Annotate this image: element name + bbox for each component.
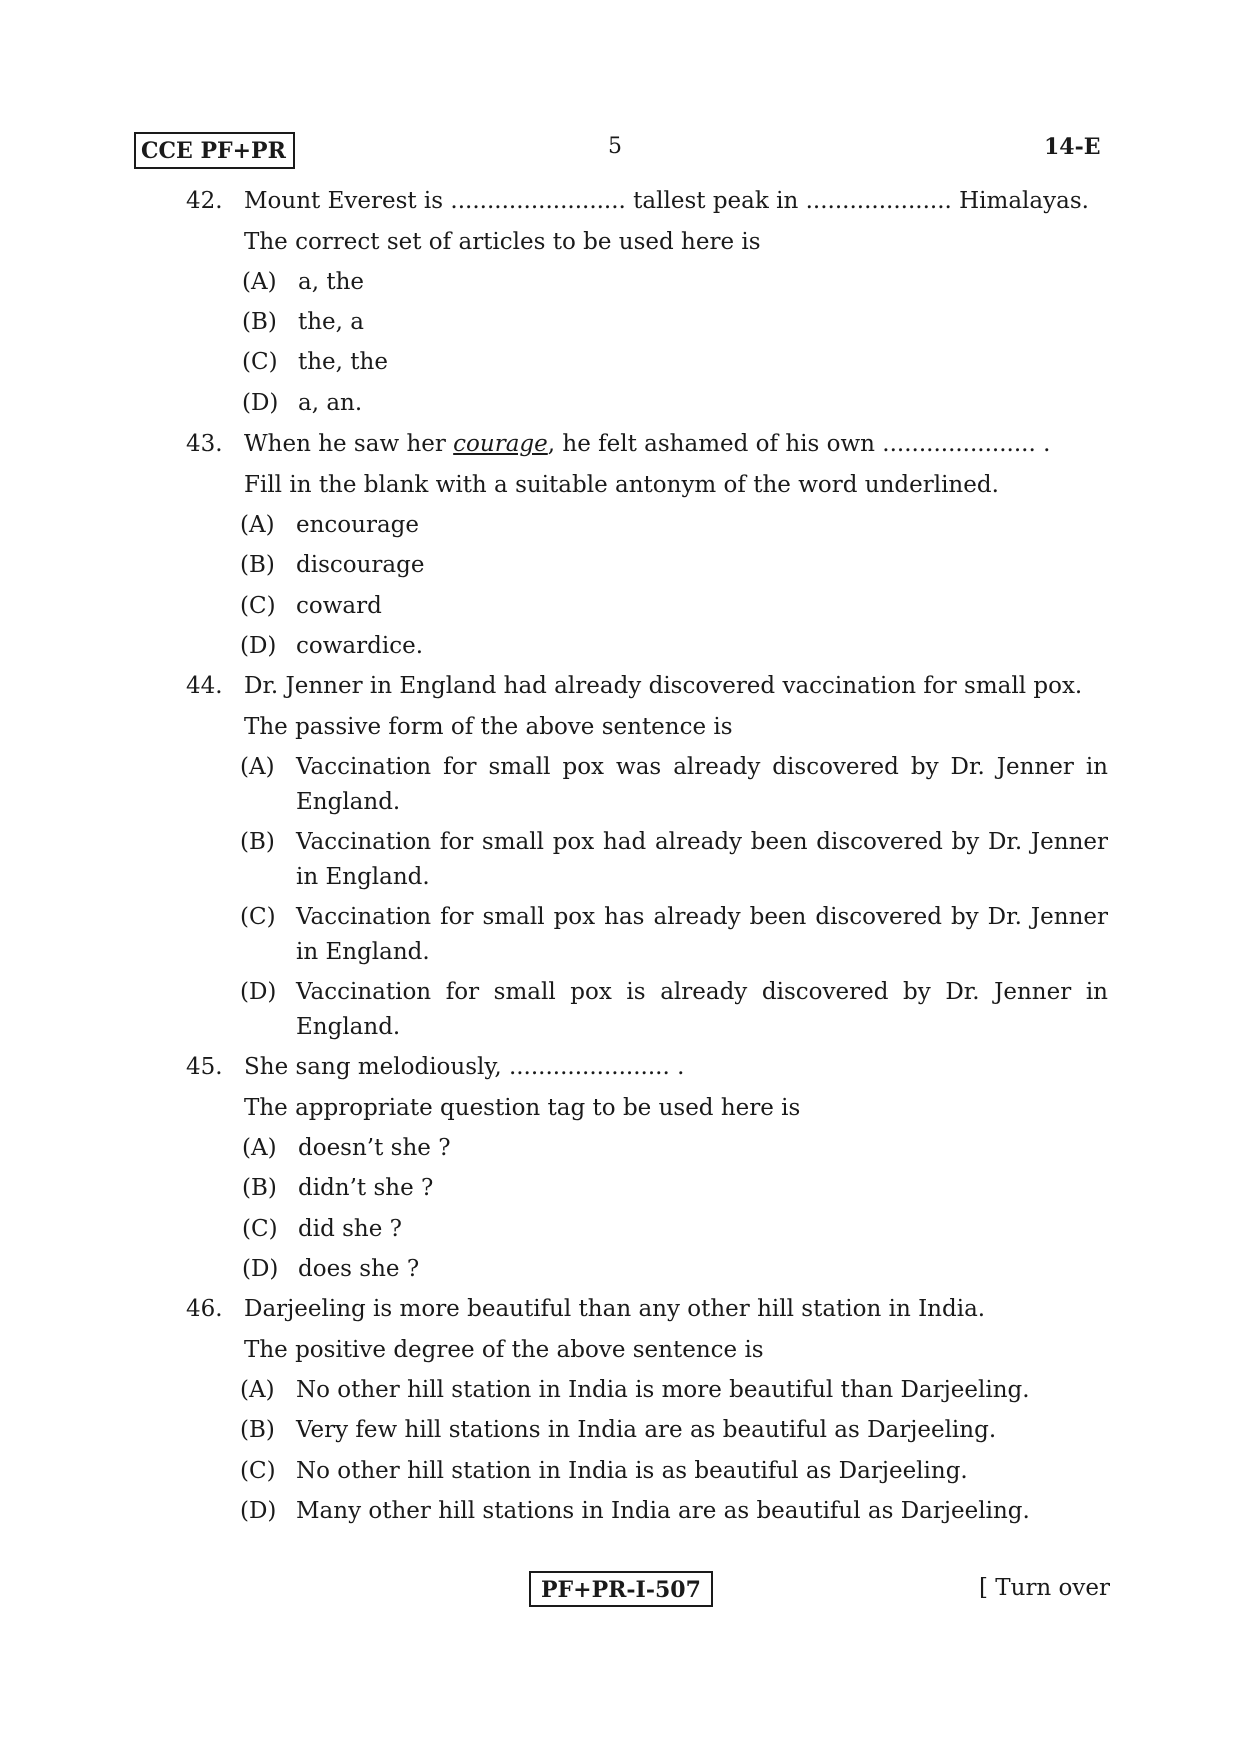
option-text: a, an.	[298, 390, 363, 416]
option-text: Vaccination for small pox was already discovered by Dr. Jenner in England.	[296, 754, 1108, 815]
question-instruction: The positive degree of the above sentence is	[244, 1337, 764, 1363]
option-text: Vaccination for small pox had already been discovered by Dr. Jenner in England.	[296, 829, 1108, 890]
page-number: 5	[608, 134, 622, 159]
option-text: Very few hill stations in India are as beautiful as Darjeeling.	[296, 1417, 997, 1443]
stem-part: When he saw her	[244, 431, 454, 457]
option-text: discourage	[296, 552, 425, 578]
option-label: (B)	[240, 1417, 275, 1443]
option-text: cowardice.	[296, 633, 424, 659]
question-stem: Mount Everest is ........................ tallest peak in .................... Himalayas.	[244, 188, 1089, 214]
turn-over-note: [ Turn over	[979, 1575, 1111, 1601]
option-label: (A)	[242, 269, 277, 295]
option-text: the, a	[298, 309, 365, 335]
option-text: the, the	[298, 349, 388, 375]
option-text: Vaccination for small pox is already discovered by Dr. Jenner in England.	[296, 979, 1108, 1040]
option-text: No other hill station in India is as beautiful as Darjeeling.	[296, 1458, 968, 1484]
question-stem: Darjeeling is more beautiful than any other hill station in India.	[244, 1296, 986, 1322]
question-stem: Dr. Jenner in England had already discovered vaccination for small pox.	[244, 673, 1083, 699]
question-instruction: The passive form of the above sentence is	[244, 714, 733, 740]
question-instruction: The correct set of articles to be used here is	[244, 229, 761, 255]
option-label: (C)	[240, 904, 276, 930]
option-text: doesn’t she ?	[298, 1135, 451, 1161]
option-text: coward	[296, 593, 382, 619]
question-number: 44.	[186, 673, 223, 699]
option-label: (D)	[240, 633, 277, 659]
header-left-code: CCE PF+PR	[134, 132, 295, 169]
question-instruction: Fill in the blank with a suitable antonym of the word underlined.	[244, 472, 999, 498]
question-number: 46.	[186, 1296, 223, 1322]
option-label: (D)	[240, 979, 277, 1005]
option-text: did she ?	[298, 1216, 402, 1242]
option-label: (C)	[240, 1458, 276, 1484]
option-label: (B)	[240, 552, 275, 578]
option-label: (A)	[240, 754, 275, 780]
underlined-word: courage	[453, 431, 548, 457]
option-text: Vaccination for small pox has already been discovered by Dr. Jenner in England.	[296, 904, 1108, 965]
option-label: (B)	[242, 1175, 277, 1201]
option-label: (A)	[240, 1377, 275, 1403]
question-stem	[244, 427, 1050, 462]
option-label: (A)	[240, 512, 275, 538]
option-label: (C)	[240, 593, 276, 619]
option-label: (A)	[242, 1135, 277, 1161]
option-label: (D)	[242, 1256, 279, 1282]
option-label: (D)	[242, 390, 279, 416]
stem-part: , he felt ashamed of his own ..................... .	[547, 431, 1051, 457]
header-right-code: 14-E	[1044, 134, 1101, 160]
option-text: encourage	[296, 512, 420, 538]
option-label: (D)	[240, 1498, 277, 1524]
option-text: Many other hill stations in India are as beautiful as Darjeeling.	[296, 1498, 1030, 1524]
option-text: didn’t she ?	[298, 1175, 434, 1201]
option-text: No other hill station in India is more beautiful than Darjeeling.	[296, 1377, 1030, 1403]
question-stem: She sang melodiously, ...................... .	[244, 1054, 685, 1080]
question-instruction: The appropriate question tag to be used here is	[244, 1095, 801, 1121]
question-number: 43.	[186, 431, 223, 457]
option-label: (C)	[242, 1216, 278, 1242]
option-label: (C)	[242, 349, 278, 375]
option-text: does she ?	[298, 1256, 420, 1282]
question-number: 42.	[186, 188, 223, 214]
option-label: (B)	[242, 309, 277, 335]
option-label: (B)	[240, 829, 275, 855]
question-number: 45.	[186, 1054, 223, 1080]
footer-code: PF+PR-I-507	[529, 1571, 713, 1607]
option-text: a, the	[298, 269, 365, 295]
